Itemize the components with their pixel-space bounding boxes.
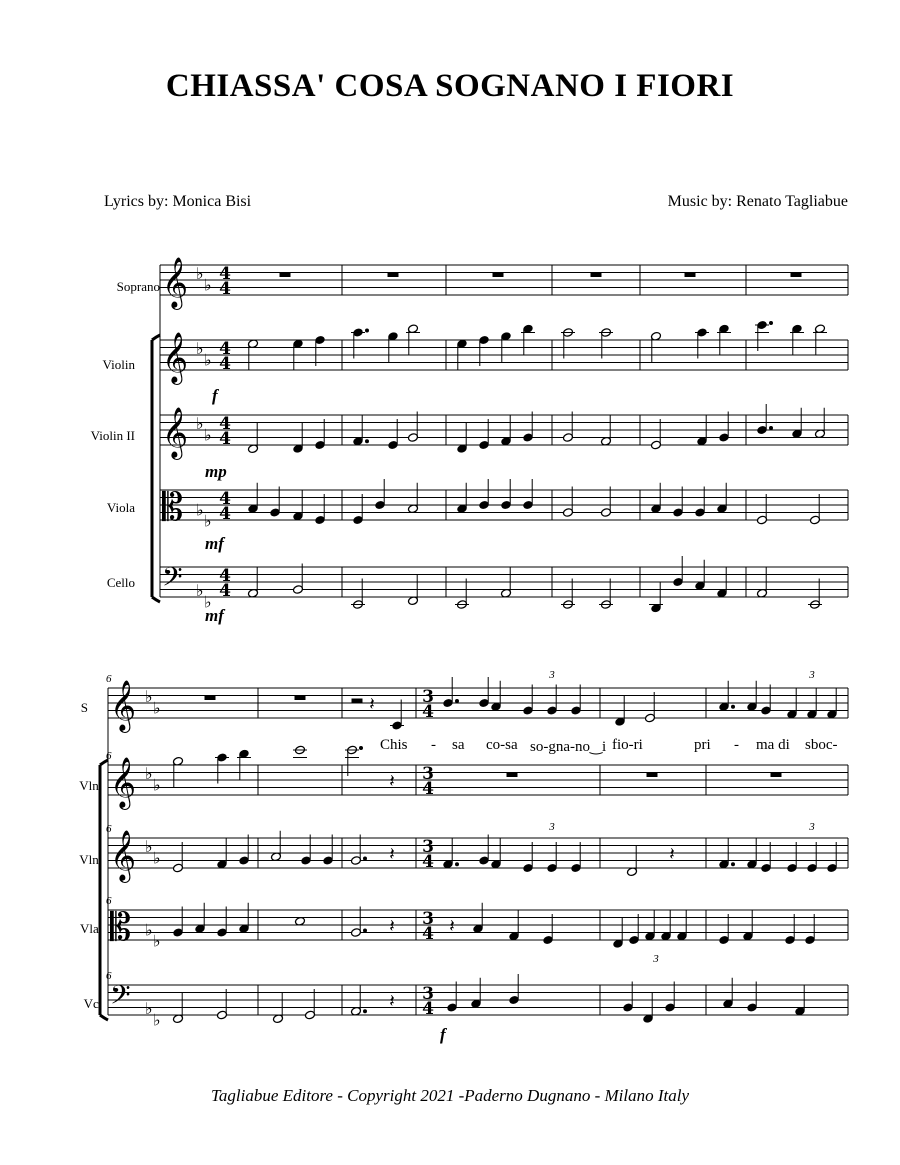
measure-number: 6 bbox=[106, 823, 112, 835]
time-signature-change-top-bottom: 4 bbox=[422, 999, 434, 1019]
note-dot bbox=[366, 440, 369, 443]
lyrics-credit: Lyrics by: Monica Bisi bbox=[104, 193, 252, 210]
whole-rest-icon bbox=[591, 273, 601, 277]
quarter-rest-icon: 𝄽 bbox=[669, 844, 675, 865]
measure-number: 6 bbox=[106, 970, 112, 982]
time-signature-top: 4 bbox=[219, 489, 231, 509]
lyric-syllable: sa bbox=[452, 737, 465, 753]
time-signature-change-top-bottom: 4 bbox=[422, 852, 434, 872]
flat-icon: ♭ bbox=[204, 425, 212, 445]
whole-rest-icon bbox=[507, 773, 517, 777]
note-dot bbox=[360, 747, 363, 750]
half-rest-icon bbox=[352, 699, 362, 703]
part-name-viola: Viola bbox=[106, 500, 135, 515]
time-signature-bottom: 4 bbox=[219, 504, 231, 524]
time-signature-bottom: 4 bbox=[219, 354, 231, 374]
time-signature-change-top-bottom: 4 bbox=[422, 779, 434, 799]
tuplet-number: 3 bbox=[549, 821, 555, 833]
note-dot bbox=[366, 329, 369, 332]
lyric-syllable: Chis bbox=[380, 737, 408, 753]
lyric-syllable: co-sa bbox=[486, 737, 518, 753]
whole-rest-icon bbox=[791, 273, 801, 277]
whole-rest-icon bbox=[388, 273, 398, 277]
part-name-vln-1: Vln. bbox=[79, 778, 102, 793]
tuplet-number: 3 bbox=[809, 821, 815, 833]
time-signature-change-top: 3 bbox=[422, 909, 434, 929]
time-signature-top: 4 bbox=[219, 264, 231, 284]
note-dot bbox=[732, 705, 735, 708]
whole-rest-icon bbox=[280, 273, 290, 277]
flat-icon: ♭ bbox=[145, 687, 153, 706]
alto-clef-icon: 𝄡 bbox=[110, 905, 132, 949]
quarter-rest-icon: 𝄽 bbox=[369, 694, 375, 715]
part-name-vln-2: Vln. bbox=[79, 852, 102, 867]
treble-clef-icon: 𝄞 bbox=[110, 680, 137, 731]
time-signature-top: 4 bbox=[219, 414, 231, 434]
note-dot bbox=[456, 863, 459, 866]
dynamic-cello-s2: f bbox=[440, 1025, 446, 1044]
part-name-soprano: Soprano bbox=[116, 279, 160, 294]
flat-icon: ♭ bbox=[196, 414, 204, 433]
lyric-syllable: ma di bbox=[756, 737, 790, 753]
quarter-rest-icon: 𝄽 bbox=[389, 844, 395, 865]
flat-icon: ♭ bbox=[196, 581, 204, 600]
time-signature-change-top-bottom: 4 bbox=[422, 702, 434, 722]
flat-icon: ♭ bbox=[153, 698, 161, 718]
note-dot bbox=[732, 863, 735, 866]
flat-icon: ♭ bbox=[153, 775, 161, 795]
music-credit: Music by: Renato Tagliabue bbox=[667, 193, 848, 210]
time-signature-change-top: 3 bbox=[422, 984, 434, 1004]
part-name-vc: Vc. bbox=[83, 996, 102, 1011]
tuplet-number: 3 bbox=[549, 669, 555, 681]
flat-icon: ♭ bbox=[145, 999, 153, 1018]
treble-clef-icon: 𝄞 bbox=[162, 332, 189, 383]
measure-number: 6 bbox=[106, 673, 112, 685]
time-signature-change-top: 3 bbox=[422, 764, 434, 784]
note-dot bbox=[770, 322, 773, 325]
time-signature-top: 4 bbox=[219, 566, 231, 586]
treble-clef-icon: 𝄞 bbox=[162, 257, 189, 308]
note-dot bbox=[456, 700, 459, 703]
lyric-syllable: sboc- bbox=[805, 737, 838, 753]
whole-rest-icon bbox=[647, 773, 657, 777]
note-dot bbox=[364, 929, 367, 932]
bass-clef-icon: 𝄢 bbox=[162, 561, 183, 599]
lyric-hyphen: - bbox=[734, 737, 739, 753]
whole-rest-icon bbox=[493, 273, 503, 277]
whole-rest-icon bbox=[685, 273, 695, 277]
dynamic-violin: f bbox=[212, 386, 218, 405]
flat-icon: ♭ bbox=[204, 511, 212, 531]
time-signature-bottom: 4 bbox=[219, 279, 231, 299]
whole-rest-icon bbox=[295, 696, 305, 700]
flat-icon: ♭ bbox=[204, 275, 212, 295]
alto-clef-icon: 𝄡 bbox=[162, 485, 184, 529]
part-name-vla: Vla. bbox=[79, 921, 102, 936]
part-name-s: S bbox=[80, 700, 88, 715]
flat-icon: ♭ bbox=[153, 931, 161, 951]
flat-icon: ♭ bbox=[145, 920, 153, 940]
quarter-rest-icon: 𝄽 bbox=[449, 916, 455, 937]
part-name-violin: Violin bbox=[102, 357, 135, 372]
treble-clef-icon: 𝄞 bbox=[110, 830, 137, 881]
flat-icon: ♭ bbox=[204, 592, 212, 612]
time-signature-bottom: 4 bbox=[219, 581, 231, 601]
quarter-rest-icon: 𝄽 bbox=[389, 771, 395, 792]
part-name-cello: Cello bbox=[106, 575, 135, 590]
note-dot bbox=[364, 1010, 367, 1013]
tuplet-number: 3 bbox=[653, 953, 659, 965]
time-signature-bottom: 4 bbox=[219, 429, 231, 449]
flat-icon: ♭ bbox=[145, 837, 153, 856]
copyright-footer: Tagliabue Editore - Copyright 2021 -Paderno Dugnano - Milano Italy bbox=[210, 1086, 689, 1105]
dynamic-violin-ii: mp bbox=[205, 462, 227, 481]
measure-number: 6 bbox=[106, 750, 112, 762]
flat-icon: ♭ bbox=[145, 764, 153, 783]
time-signature-change-top: 3 bbox=[422, 837, 434, 857]
quarter-rest-icon: 𝄽 bbox=[389, 916, 395, 937]
score-title: CHIASSA' COSA SOGNANO I FIORI bbox=[165, 68, 735, 104]
flat-icon: ♭ bbox=[196, 264, 204, 283]
time-signature-change-top: 3 bbox=[422, 687, 434, 707]
treble-clef-icon: 𝄞 bbox=[110, 757, 137, 808]
time-signature-top: 4 bbox=[219, 339, 231, 359]
flat-icon: ♭ bbox=[153, 1010, 161, 1030]
dynamic-viola: mf bbox=[205, 534, 224, 553]
flat-icon: ♭ bbox=[153, 848, 161, 868]
flat-icon: ♭ bbox=[204, 350, 212, 370]
lyric-syllable: pri bbox=[694, 737, 711, 753]
lyric-syllable: so-gna-no‿i bbox=[530, 739, 607, 755]
lyric-syllable: fio-ri bbox=[612, 737, 643, 753]
part-name-violin-ii: Violin II bbox=[90, 428, 135, 443]
time-signature-change-top-bottom: 4 bbox=[422, 924, 434, 944]
bass-clef-icon: 𝄢 bbox=[110, 979, 131, 1017]
lyric-hyphen: - bbox=[431, 737, 436, 753]
whole-rest-icon bbox=[205, 696, 215, 700]
note-dot bbox=[770, 427, 773, 430]
dynamic-cello: mf bbox=[205, 606, 224, 625]
quarter-rest-icon: 𝄽 bbox=[389, 991, 395, 1012]
measure-number: 6 bbox=[106, 895, 112, 907]
string-bracket bbox=[152, 335, 160, 602]
note-dot bbox=[364, 857, 367, 860]
treble-clef-icon: 𝄞 bbox=[162, 407, 189, 458]
whole-rest-icon bbox=[771, 773, 781, 777]
flat-icon: ♭ bbox=[196, 500, 204, 520]
flat-icon: ♭ bbox=[196, 339, 204, 358]
tuplet-number: 3 bbox=[809, 669, 815, 681]
